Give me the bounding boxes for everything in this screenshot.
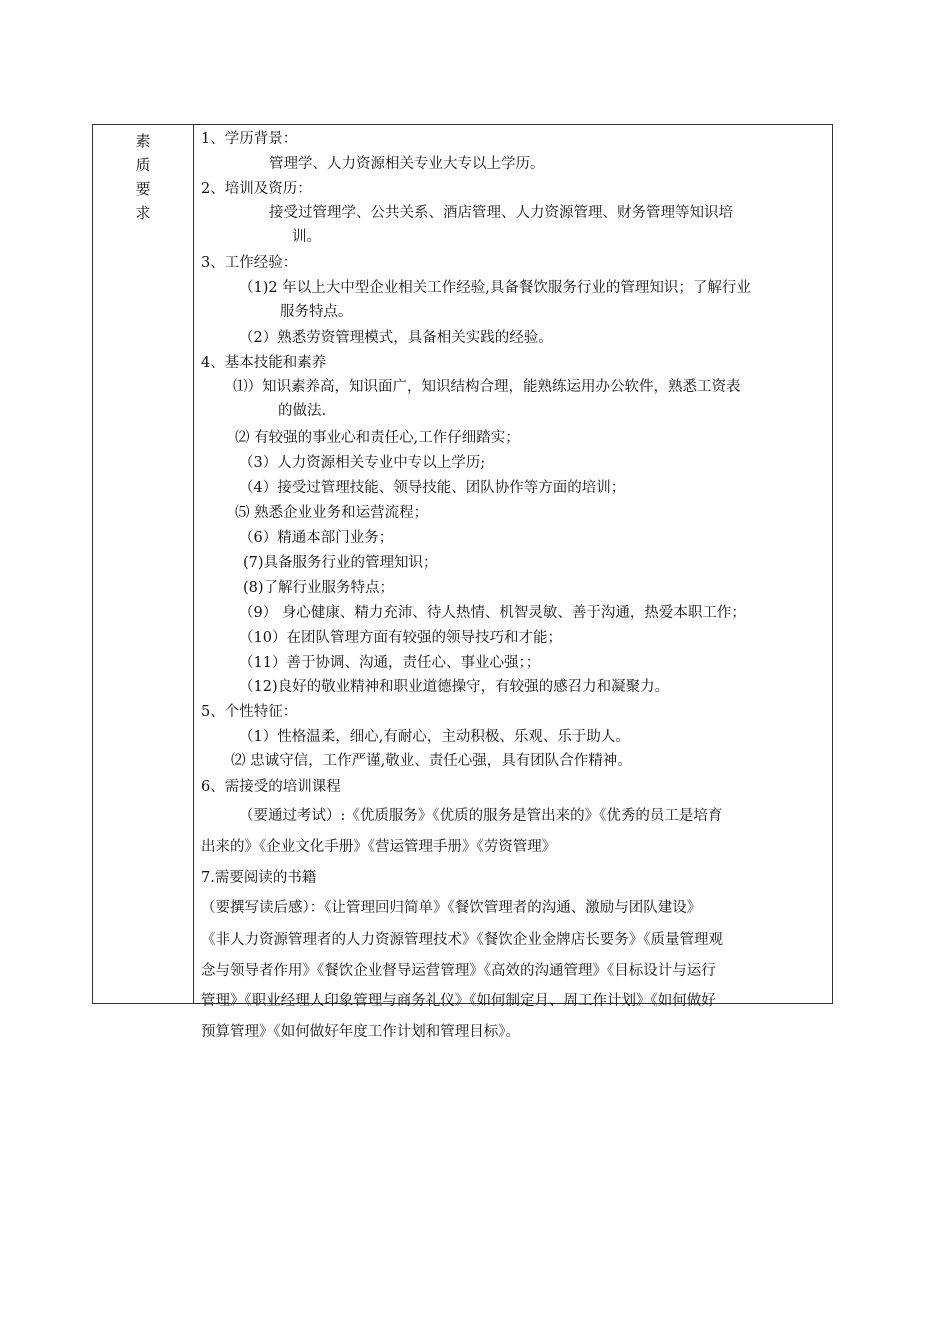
content-line: 《非人力资源管理者的人力资源管理技术》《餐饮企业金牌店长要务》《质量管理观 xyxy=(201,932,723,948)
content-line: （11）善于协调、沟通，责任心、事业心强；； xyxy=(239,655,541,671)
label-char: 素 xyxy=(135,132,151,150)
section-heading-courses: 6、需接受的培训课程 xyxy=(201,779,341,795)
content-line: （6）精通本部门业务； xyxy=(239,530,394,546)
content-line: ⑵ 忠诚守信，工作严谨,敬业、责任心强，具有团队合作精神。 xyxy=(231,753,632,769)
content-line: （要撰写读后感）：《让管理回归简单》《餐饮管理者的沟通、激励与团队建设》 xyxy=(201,900,702,916)
content-line: 念与领导者作用》《餐饮企业督导运营管理》《高效的沟通管理》《目标设计与运行 xyxy=(201,963,716,979)
content-line: （3）人力资源相关专业中专以上学历; xyxy=(239,455,486,471)
content-line: （9） 身心健康、精力充沛、待人热情、机智灵敏、善于沟通，热爱本职工作； xyxy=(239,605,746,621)
requirements-table xyxy=(92,124,833,1040)
section-heading-training: 2、培训及资历： xyxy=(201,181,312,197)
content-line: ⑸ 熟悉企业业务和运营流程； xyxy=(235,505,429,521)
content-line: （12)良好的敬业精神和职业道德操守，有较强的感召力和凝聚力。 xyxy=(239,679,670,695)
section-heading-skills: 4、基本技能和素养 xyxy=(201,355,327,371)
content-line: （4）接受过管理技能、领导技能、团队协作等方面的培训； xyxy=(239,480,626,496)
content-line: （10）在团队管理方面有较强的领导技巧和才能； xyxy=(239,630,562,646)
content-line: （2）熟悉劳资管理模式，具备相关实践的经验。 xyxy=(239,330,553,346)
label-char: 要 xyxy=(135,180,151,198)
section-heading-personality: 5、个性特征： xyxy=(201,704,298,720)
content-line: (8)了解行业服务特点； xyxy=(243,580,395,596)
content-line: (7)具备服务行业的管理知识； xyxy=(243,555,438,571)
content-line: 管理》《职业经理人印象管理与商务礼仪》《如何制定月、周工作计划》《如何做好 xyxy=(201,993,716,1009)
column-divider xyxy=(193,125,194,1003)
content-line: 接受过管理学、公共关系、酒店管理、人力资源管理、财务管理等知识培 xyxy=(269,205,733,221)
content-line: 服务特点。 xyxy=(280,304,353,320)
content-line: （1）性格温柔，细心,有耐心，主动积极、乐观、乐于助人。 xyxy=(239,729,630,745)
content-line: 预算管理》《如何做好年度工作计划和管理目标》。 xyxy=(201,1024,520,1040)
section-heading-education: 1、学历背景： xyxy=(201,131,298,147)
section-heading-experience: 3、工作经验： xyxy=(201,255,298,271)
content-line: 出来的》《企业文化手册》《营运管理手册》《劳资管理》 xyxy=(201,839,557,855)
content-line: （要通过考试）:《优质服务》《优质的服务是管出来的》《优秀的员工是培育 xyxy=(239,808,723,824)
label-char: 求 xyxy=(135,204,151,222)
section-heading-books: 7.需要阅读的书籍 xyxy=(201,870,317,886)
content-line: ⑴）知识素养高，知识面广，知识结构合理，能熟练运用办公软件，熟悉工资表 xyxy=(233,379,741,395)
content-line: 管理学、人力资源相关专业大专以上学历。 xyxy=(269,156,545,172)
content-line: ⑵ 有较强的事业心和责任心,工作仔细踏实； xyxy=(235,430,520,446)
label-char: 质 xyxy=(135,156,151,174)
content-line: 训。 xyxy=(292,229,321,245)
content-line: 的做法. xyxy=(278,403,327,419)
content-line: （1)2 年以上大中型企业相关工作经验,具备餐饮服务行业的管理知识；了解行业 xyxy=(239,280,751,296)
